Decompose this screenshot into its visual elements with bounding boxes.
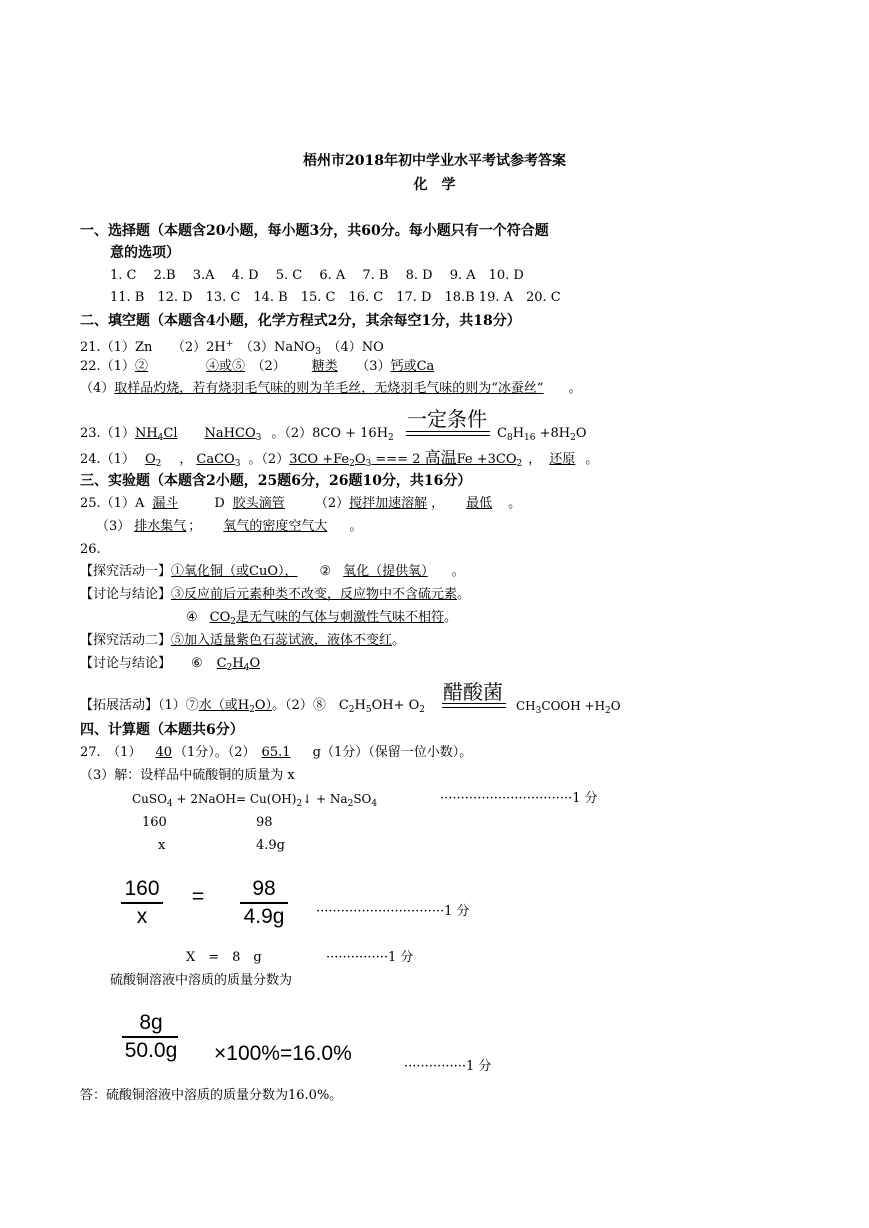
discuss-2-text2: H [232,656,244,671]
q24-end: 。 [585,452,599,467]
q25-mid-2: （2） [314,496,350,511]
choice-answers-row-1: 1. C 2.B 3.A 4. D 5. C 6. A 7. B 8. D 9. A 10. D [110,268,524,283]
q25-3-answer-1: 排水集气 [134,519,187,534]
q24-a1-sub: 2 [155,459,162,469]
extend-a1-end: O） [254,698,273,713]
q23-prefix: 23.（1） [80,426,135,441]
mass-4-9g: 4.9g [256,838,285,853]
q24-answer-3 [289,448,523,469]
q27-prefix: 27. （1） [80,745,142,760]
q21-sub: 3 [315,347,321,357]
q25-answer-1: 漏斗 [152,496,179,511]
q23-answer-2 [201,426,272,441]
q22-gap-2: （2） [245,359,286,374]
page-title: 梧州市2018年初中学业水平考试参考答案 [303,153,566,169]
discuss-2-answer [211,656,280,671]
q23-a1-text: NH [134,426,158,441]
final-answer: 答：硫酸铜溶液中溶质的质量分数为16.0%。 [80,1088,343,1103]
q22-answer-1: ② [134,359,148,374]
eq-a: CuSO [132,792,167,806]
discuss-2-sub2: 4 [243,663,250,673]
discuss-2-tag: 【讨论与结论】 [80,656,172,671]
q23-condition: 一定条件 [407,407,487,431]
discuss-1-answer: ③反应前后元素种类不改变，反应物中不含硫元素 [171,587,458,602]
extend-condition: 醋酸菌 [443,680,503,704]
reaction-equation [132,790,377,813]
x-result: X = 8 g [186,950,262,965]
extend-m3: OH+ O [371,698,420,713]
eq-d-sub: 4 [371,799,378,809]
extend-r1: CH [516,699,536,713]
section-1-heading-cont: 意的选项） [110,245,180,261]
q25-3-end: 。 [349,519,363,534]
explore-2-end: 。 [392,633,406,648]
q23-r1: C [497,426,507,441]
discuss-1b-sub: 2 [230,617,236,627]
eq-score: ································1 分 [440,791,598,806]
q22-answer-3: 糖类 [311,359,338,374]
frac2-numerator: 8g [139,1011,163,1034]
q24-mid-2: 。（2） [248,452,290,467]
q25-3-prefix: （3） [96,519,131,534]
q21-part-c: （4）NO [320,340,384,355]
extend-m-sub2: 5 [365,705,372,715]
extend-m-sub1: 2 [348,705,355,715]
q23-a2-sub: 3 [255,433,262,443]
discuss-2-sub1: 2 [226,663,233,673]
x-result-score: ···············1 分 [326,950,414,965]
q24-a3-sub1: 2 [349,459,355,469]
frac1-equals: = [191,885,205,908]
molar-mass-2: 98 [256,815,273,830]
eq-b-sub: 2 [296,799,303,809]
extend-activity [80,697,425,719]
q23-a1-sub: 4 [157,433,164,443]
q23-r4: O [575,426,587,441]
discuss-1 [80,586,470,604]
discuss-2-number: ⑥ [191,656,203,671]
solution-intro: （3）解：设样品中硫酸铜的质量为 x [80,768,295,783]
explore-2-answer: ⑤加入适量紫色石蕊试液，液体不变红 [171,633,393,648]
extend-a1-text: 水（或H [198,698,250,713]
q25-prefix: 25.（1）A [80,496,145,511]
section-3-heading: 三、实验题（本题含2小题，25题6分，26题10分，共16分） [80,473,472,489]
q22-answer-2: ④或⑤ [205,359,245,374]
eq-a-sub: 4 [166,799,173,809]
q25-3-mid: ； [188,519,202,534]
q23-answer [80,425,394,447]
extend-prefix: （1）⑦ [158,698,199,713]
choice-answers-row-2: 11. B 12. D 13. C 14. B 15. C 16. C 17. D 18.B 19. A 20. C [110,290,561,305]
q23-a1-text2: Cl [163,426,178,441]
q24-answer-4: 还原 [549,452,576,467]
q24-a3-text3: === 2 [371,452,425,467]
discuss-2 [80,655,280,677]
eq-d: SO [353,792,372,806]
mass-fraction-text: 硫酸铜溶液中溶质的质量分数为 [110,973,293,988]
q22-4-text: 取样品灼烧，若有烧羽毛气味的则为羊毛丝，无烧羽毛气味的则为“冰蚕丝” [114,381,544,396]
q24-answer [80,449,598,473]
q24-mid-1: ， [179,452,193,467]
q21-part-a: 21.（1）Zn （2）2H [80,340,226,355]
q27-answer-1: 40 [155,745,172,760]
frac1-numerator-1: 160 [124,877,160,900]
q24-a3-sub2: 3 [365,459,372,469]
q27-answer [80,744,472,762]
q25-answer-2: 胶头滴管 [232,496,285,511]
q22-4-answer [80,380,582,398]
q24-mid-3: ， [528,452,542,467]
q24-condition: 高温 [424,448,457,467]
q23-r1-sub2: 16 [524,433,536,443]
explore-2-tag: 【探究活动二】 [80,633,172,648]
frac2-denominator: 50.0g [124,1039,178,1062]
eq-b: + 2NaOH= Cu(OH) [172,792,297,806]
discuss-1b-end: 。 [444,610,458,625]
q24-answer-2 [196,452,248,467]
extend-product [516,697,621,720]
explore-1-answer-2: 氧化（提供氧） [343,564,428,579]
frac1-denominator-1: x [136,905,148,928]
section-1-heading: 一、选择题（本题含20小题，每小题3分，共60分。每小题只有一个符合题 [80,223,549,239]
discuss-1-end: 。 [457,587,471,602]
discuss-2-text1: C [216,656,227,671]
q24-a3-sub3: 2 [516,459,523,469]
q24-a1-text: O [144,452,156,467]
q23-equals-sign [406,431,490,436]
q25-mid-1: D [214,496,225,511]
extend-r1-sub: 3 [535,706,542,716]
eq-c-sub: 2 [347,799,354,809]
q23-a2-text: NaHCO [204,426,256,441]
q26-label: 26. [80,542,101,557]
q23-product [497,425,587,447]
section-4-heading: 四、计算题（本题共6分） [80,722,244,738]
discuss-1b-text1: CO [209,610,231,625]
extend-r2-sub: 2 [605,706,611,716]
q25-1-answer [80,495,521,513]
q23-r2: H [512,426,525,441]
extend-r2: COOH +H [541,699,606,713]
q23-r1-sub3: 2 [570,433,576,443]
q25-mid-3: ， [431,496,445,511]
extend-answer-1 [199,698,272,713]
q25-3-answer [96,518,362,536]
q21-sup: + [225,339,234,349]
frac1-denominator-2: 4.9g [243,905,285,928]
extend-a1-sub: 2 [249,705,255,715]
extend-equals-sign [442,703,506,708]
explore-1-mid: ② [319,564,332,579]
extend-r3: O [610,699,621,713]
q22-answer-4: 钙或Ca [390,359,435,374]
subject-title: 化 学 [413,177,456,193]
explore-1 [80,563,465,581]
q21-part-b: （3）NaNO [233,340,316,355]
q24-a2-text: CaCO [196,452,235,467]
discuss-1-tag: 【讨论与结论】 [80,587,172,602]
frac2-multiplier: ×100%=16.0% [214,1042,352,1065]
frac1-score: ·······························1 分 [316,904,470,919]
q25-end: 。 [508,496,522,511]
discuss-2-text3: O [249,656,261,671]
q22-4-end: 。 [555,381,582,396]
extend-m-sub3: 2 [419,705,425,715]
q22-gap-3: （3） [349,359,391,374]
unknown-x: x [158,838,166,853]
q24-a3-text2: O [354,452,366,467]
eq-c: ↓ + Na [302,792,348,806]
discuss-1b-answer [210,610,444,625]
q22-answer [80,358,434,376]
q24-a2-sub: 3 [234,459,241,469]
extend-mid: 。（2）⑧ C [272,698,349,713]
q25-answer-3: 搅拌加速溶解 [349,496,428,511]
explore-1-tag: 【探究活动一】 [80,564,172,579]
molar-mass-1: 160 [142,815,167,830]
q22-4-prefix: （4） [80,381,115,396]
section-2-heading: 二、填空题（本题含4小题，化学方程式2分，其余每空1分，共18分） [80,313,521,329]
q27-end: g（1分）（保留一位小数）。 [308,745,473,760]
q23-r3: +8H [535,426,571,441]
q24-a3-text1: 3CO +Fe [289,452,350,467]
explore-1-end: 。 [451,564,465,579]
q25-answer-4: 最低 [466,496,493,511]
discuss-1b-text2: 是无气味的气体与刺激性气味不相符 [236,610,445,625]
extend-m2: H [354,698,366,713]
frac2-score: ···············1 分 [404,1059,492,1074]
extend-tag: 【拓展活动】 [80,698,159,713]
q23-answer-1 [135,426,188,441]
q27-mid: （1分）。（2） [174,745,256,760]
q23-mid-sub: 2 [388,433,394,443]
q27-answer-2: 65.1 [261,745,291,760]
frac1-numerator-2: 98 [252,877,276,900]
q22-gap-1 [148,359,174,374]
q23-r1-sub1: 8 [506,433,513,443]
q22-prefix: 22.（1） [80,359,135,374]
q24-prefix: 24.（1） [80,452,135,467]
q24-a3-text4: Fe +3CO [456,452,517,467]
explore-2 [80,632,405,650]
q24-answer-1 [135,452,175,467]
q23-mid: 。（2）8CO + 16H [271,426,389,441]
q25-3-answer-2: 氧气的密度空气大 [223,519,328,534]
discuss-1b [186,609,457,631]
explore-1-answer-1: ①氧化铜（或CuO）， [171,564,298,579]
discuss-1b-number: ④ [186,610,198,625]
